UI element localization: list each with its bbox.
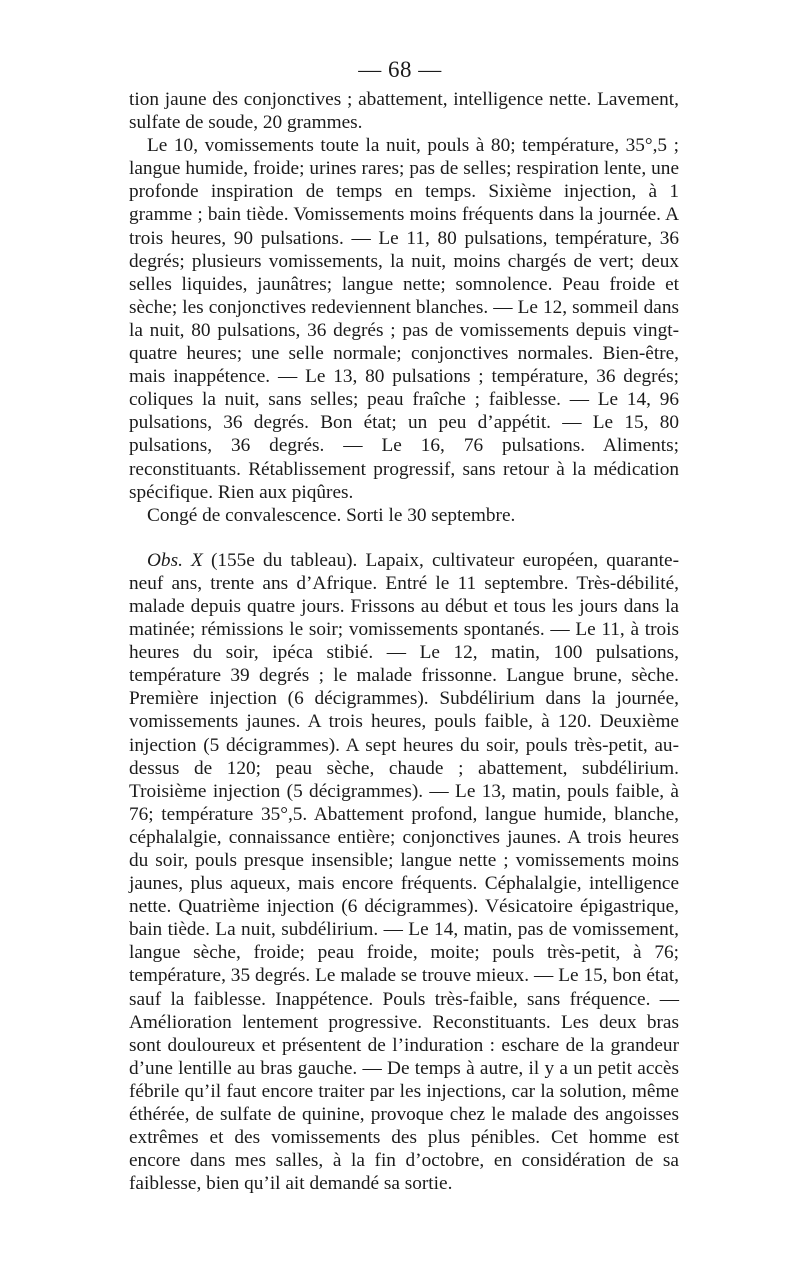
paragraph-observation-x (129, 549, 679, 1196)
body-text (129, 88, 679, 1195)
page-number: — 68 — (358, 57, 442, 82)
observation-label: Obs. X (147, 549, 203, 571)
paragraph-continuation: tion jaune des conjonctives ; abattement, intelligence nette. Lavement, sulfate de soude, 20 grammes. (129, 89, 679, 134)
paragraph-discharge: Congé de convalescence. Sorti le 30 septembre. (147, 504, 516, 526)
paragraph-daily-course: Le 10, vomissements toute la nuit, pouls à 80; température, 35°,5 ; langue humide, froide; urines rares; pas de selles; respiration lente, une profonde inspiration de temps en temps. Sixième injection, à 1 gramme ; bain tiède. Vomissements moins fréquents dans la journée. A trois heures, 90 pulsations. — Le 11, 80 pulsations, température, 36 degrés; plusieurs vomissements, la nuit, moins chargés de vert; deux selles liquides, jaunâtres; langue nette; somnolence. Peau froide et sèche; les conjonctives redeviennent blanches. — Le 12, sommeil dans la nuit, 80 pulsations, 36 degrés ; pas de vomissements depuis vingt-quatre heures; une selle normale; conjonctives normales. Bien-être, mais inappétence. — Le 13, 80 pulsations ; température, 36 degrés; coliques la nuit, sans selles; peau fraîche ; faiblesse. — Le 14, 96 pulsations, 36 degrés. Bon état; un peu d’appétit. — Le 15, 80 pulsations, 36 degrés. — Le 16, 76 pulsations. Aliments; reconstituants. Rétablissement progressif, sans retour à la médication spécifique. Rien aux piqûres. (129, 135, 679, 503)
observation-text: (155e du tableau). Lapaix, cultivateur européen, quarante-neuf ans, trente ans d’Afrique. Entré le 11 septembre. Très-débilité, malade depuis quatre jours. Frissons au début et tous les jours dans la matinée; rémissions le soir; vomissements spontanés. — Le 11, à trois heures du soir, ipéca stibié. — Le 12, matin, 100 pulsations, température 39 degrés ; le malade frissonne. Langue brune, sèche. Première injection (6 décigrammes). Subdélirium dans la journée, vomissements jaunes. A trois heures, pouls faible, à 120. Deuxième injection (5 décigrammes). A sept heures du soir, pouls très-petit, au-dessus de 120; peau sèche, chaude ; abattement, subdélirium. Troisième injection (5 décigrammes). — Le 13, matin, pouls faible, à 76; température 35°,5. Abattement profond, langue humide, blanche, céphalalgie, connaissance entière; conjonctives jaunes. A trois heures du soir, pouls presque insensible; langue nette ; vomissements moins jaunes, plus aqueux, mais encore fréquents. Céphalalgie, intelligence nette. Quatrième injection (6 décigrammes). Vésicatoire épigastrique, bain tiède. La nuit, subdélirium. — Le 14, matin, pas de vomissement, langue sèche, froide; peau froide, moite; pouls très-petit, à 76; température, 35 degrés. Le malade se trouve mieux. — Le 15, bon état, sauf la faiblesse. Inappétence. Pouls très-faible, sans fréquence. — Amélioration lentement progressive. Reconstituants. Les deux bras sont douloureux et présentent de l’induration : eschare de la grandeur d’une lentille au bras gauche. — De temps à autre, il y a un petit accès fébrile qu’il faut encore traiter par les injections, car la solution, même éthérée, de sulfate de quinine, provoque chez le malade des angoisses extrêmes et des vomissements des plus pénibles. Cet homme est encore dans mes salles, à la fin d’octobre, en considération de sa faiblesse, bien qu’il ait demandé sa sortie. (129, 549, 679, 1195)
